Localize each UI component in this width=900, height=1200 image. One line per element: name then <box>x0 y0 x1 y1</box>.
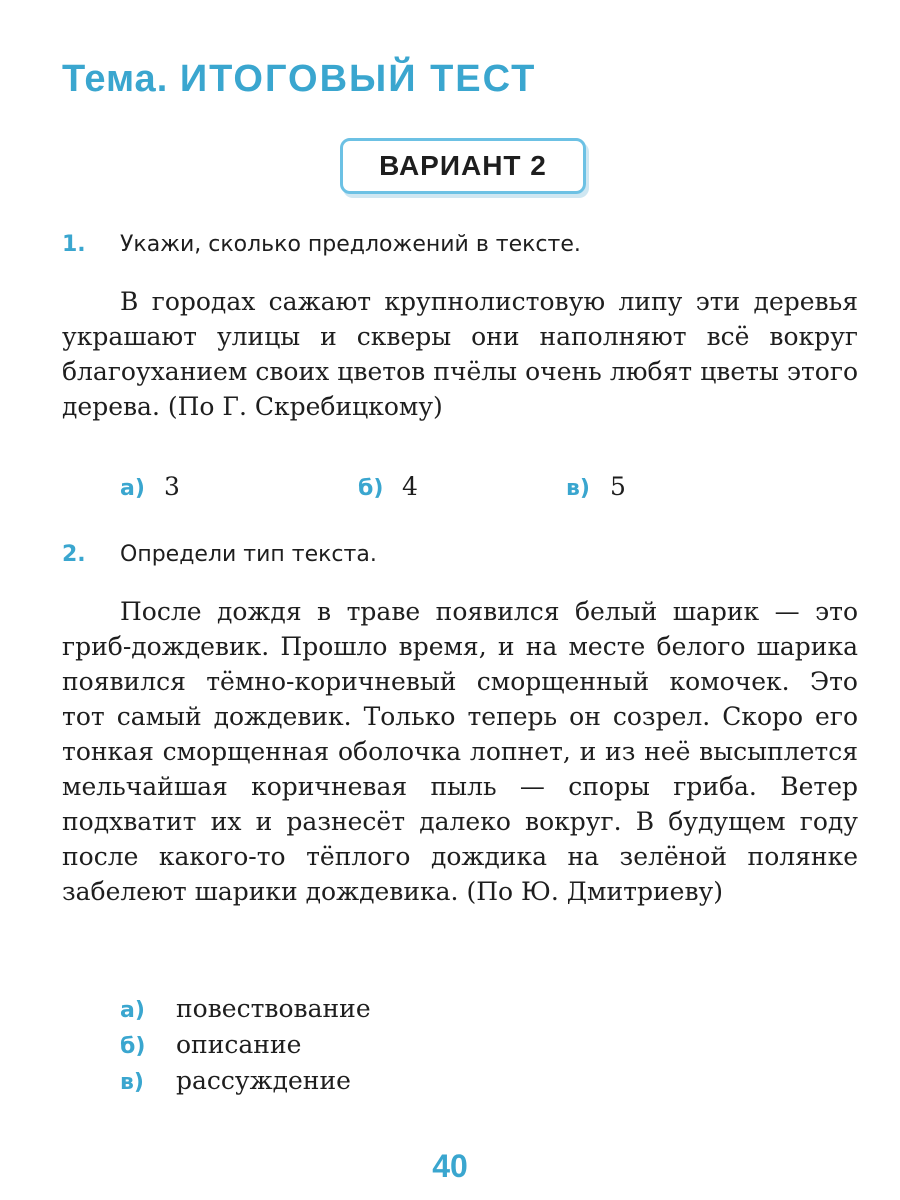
title-main: ИТОГОВЫЙ ТЕСТ <box>179 58 537 100</box>
task-question: Укажи, сколько предложений в тексте. <box>120 232 581 257</box>
variant-badge <box>340 138 586 194</box>
task-passage: В городах сажают крупнолистовую липу эти деревья украшают улицы и скверы они наполняют всё вокруг благоуханием своих цветов пчёлы очень любят цветы этого дерева. (По Г. Скребицкому) <box>62 287 858 421</box>
option-text: рассуждение <box>176 1066 351 1095</box>
option-b[interactable] <box>358 472 418 501</box>
option-letter: в) <box>566 476 590 501</box>
option-text: 5 <box>610 472 626 501</box>
option-text: 3 <box>164 472 180 501</box>
variant-label: ВАРИАНТ 2 <box>379 150 547 181</box>
option-letter: а) <box>120 476 145 501</box>
option-c[interactable] <box>566 472 626 501</box>
option-a[interactable] <box>120 994 371 1023</box>
task-question: Определи тип текста. <box>120 542 377 567</box>
task-number: 2. <box>62 542 86 567</box>
option-text: повествование <box>176 994 371 1023</box>
option-c[interactable] <box>120 1066 351 1095</box>
title-prefix: Тема. <box>62 58 169 100</box>
page-number: 40 <box>432 1148 468 1184</box>
task-number: 1. <box>62 232 86 257</box>
option-letter: б) <box>358 476 384 501</box>
page-title <box>62 58 536 101</box>
task-passage: После дождя в траве появился белый шарик — это гриб-дождевик. Прошло время, и на месте белого шарика появился тёмно-коричневый сморщенный комочек. Это тот самый дождевик. Только теперь он созрел. Скоро его тонкая сморщенная оболочка лопнет, и из неё высыплется мельчайшая коричневая пыль — споры гриба. Ветер подхватит их и разнесёт далеко вокруг. В будущем году после какого-то тёплого дождика на зелёной полянке забелеют шарики дождевика. (По Ю. Дмитриеву) <box>62 597 858 906</box>
option-text: 4 <box>402 472 418 501</box>
option-a[interactable] <box>120 472 180 501</box>
option-text: описание <box>176 1030 302 1059</box>
option-letter: в) <box>120 1070 144 1095</box>
option-letter: б) <box>120 1034 146 1059</box>
option-letter: а) <box>120 998 145 1023</box>
option-b[interactable] <box>120 1030 301 1059</box>
